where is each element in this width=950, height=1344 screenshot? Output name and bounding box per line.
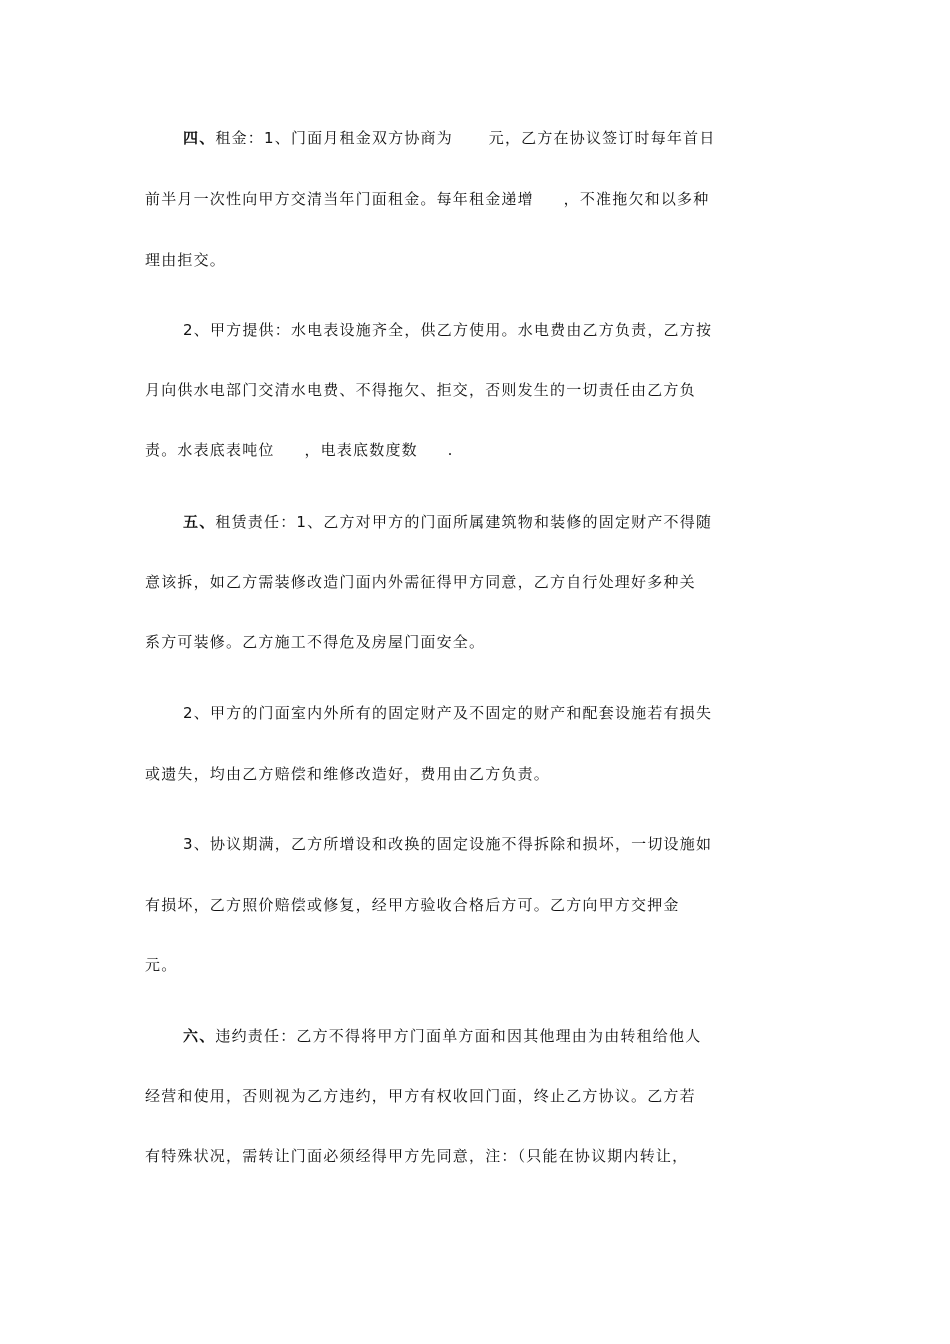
line-text: 租金：1、门面月租金双方协商为 元，乙方在协议签订时每年首日 <box>215 129 716 147</box>
paragraph-6-line-1 <box>183 1026 810 1046</box>
paragraph-4-2-line-1: 2、甲方提供：水电表设施齐全，供乙方使用。水电费由乙方负责，乙方按 <box>183 321 713 339</box>
paragraph-4-2-line-3: 责。水表底表吨位 ，电表底数度数 . <box>145 441 454 459</box>
line-text: 租赁责任：1、乙方对甲方的门面所属建筑物和装修的固定财产不得随 <box>215 513 713 531</box>
line-text: 违约责任：乙方不得将甲方门面单方面和因其他理由为由转租给他人 <box>215 1027 702 1045</box>
paragraph-5-line-1 <box>183 512 810 532</box>
paragraph-6-line-3: 有特殊状况，需转让门面必须经得甲方先同意，注：（只能在协议期内转让， <box>145 1147 689 1165</box>
paragraph-5-3-line-1: 3、协议期满，乙方所增设和改换的固定设施不得拆除和损坏，一切设施如 <box>183 835 713 853</box>
paragraph-5-3-line-2: 有损坏，乙方照价赔偿或修复，经甲方验收合格后方可。乙方向甲方交押金 <box>145 896 680 914</box>
section-number: 四、 <box>183 129 216 147</box>
paragraph-6-line-2: 经营和使用，否则视为乙方违约，甲方有权收回门面，终止乙方协议。乙方若 <box>145 1087 696 1105</box>
paragraph-5-line-2: 意该拆，如乙方需装修改造门面内外需征得甲方同意，乙方自行处理好多种关 <box>145 573 696 591</box>
paragraph-5-2-line-2: 或遗失，均由乙方赔偿和维修改造好，费用由乙方负责。 <box>145 765 551 783</box>
paragraph-5-3-line-3: 元。 <box>145 956 178 974</box>
section-number: 六、 <box>183 1027 216 1045</box>
paragraph-4-line-3: 理由拒交。 <box>145 251 227 269</box>
paragraph-5-line-3: 系方可装修。乙方施工不得危及房屋门面安全。 <box>145 633 486 651</box>
paragraph-4-line-2: 前半月一次性向甲方交清当年门面租金。每年租金递增 ，不准拖欠和以多种 <box>145 190 710 208</box>
paragraph-4-2-line-2: 月向供水电部门交清水电费、不得拖欠、拒交，否则发生的一切责任由乙方负 <box>145 381 696 399</box>
paragraph-4-line-1 <box>183 128 810 148</box>
section-number: 五、 <box>183 513 216 531</box>
paragraph-5-2-line-1: 2、甲方的门面室内外所有的固定财产及不固定的财产和配套设施若有损失 <box>183 704 713 722</box>
